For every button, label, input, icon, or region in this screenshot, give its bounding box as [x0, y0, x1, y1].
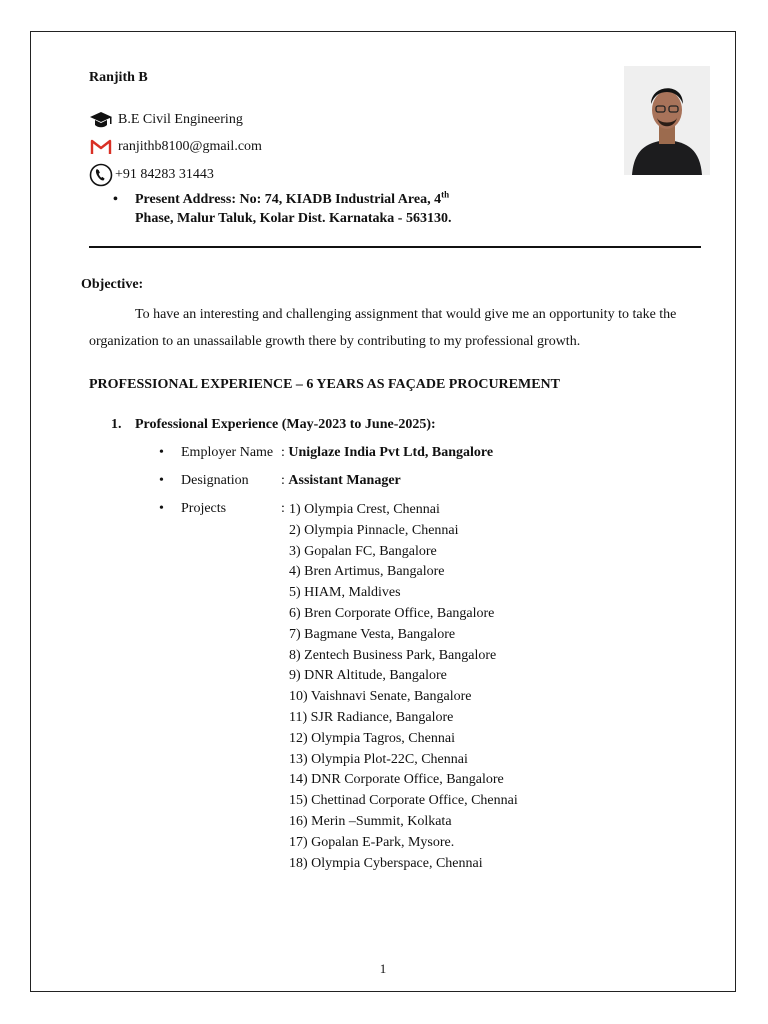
address-line1: No: 74, KIADB Industrial Area, 4	[239, 192, 442, 207]
projects-colon: :	[281, 501, 285, 516]
bullet: •	[159, 473, 164, 488]
profile-photo-image	[624, 66, 710, 175]
project-item: 4) Bren Artimus, Bangalore	[289, 564, 445, 580]
entry-number: 1.	[111, 417, 122, 432]
header-divider	[89, 246, 701, 248]
resume-page	[30, 31, 736, 992]
project-item: 12) Olympia Tagros, Chennai	[289, 730, 455, 746]
designation-label: Designation	[181, 473, 249, 488]
entry-title: Professional Experience (May-2023 to June-2025):	[135, 417, 436, 432]
project-item: 14) DNR Corporate Office, Bangalore	[289, 772, 504, 788]
candidate-name: Ranjith B	[89, 70, 148, 85]
address-label: Present Address:	[135, 192, 236, 207]
project-item: 17) Gopalan E-Park, Mysore.	[289, 834, 455, 850]
designation-value-wrap: : Assistant Manager	[281, 473, 401, 488]
project-item: 15) Chettinad Corporate Office, Chennai	[289, 793, 518, 809]
project-item: 1) Olympia Crest, Chennai	[289, 502, 440, 517]
employer-value-wrap: : Uniglaze India Pvt Ltd, Bangalore	[281, 445, 494, 460]
qualification-text: B.E Civil Engineering	[118, 112, 243, 127]
projects-list	[289, 500, 518, 874]
employer-label: Employer Name	[181, 445, 274, 460]
project-item: 3) Gopalan FC, Bangalore	[289, 543, 437, 559]
email-text[interactable]: ranjithb8100@gmail.com	[118, 139, 262, 154]
projects-label: Projects	[181, 501, 227, 516]
profile-photo	[624, 66, 710, 175]
phone-icon	[89, 163, 113, 187]
project-item: 7) Bagmane Vesta, Bangalore	[289, 626, 456, 642]
project-item: 9) DNR Altitude, Bangalore	[289, 668, 447, 684]
project-item: 8) Zentech Business Park, Bangalore	[289, 647, 497, 663]
project-item: 11) SJR Radiance, Bangalore	[289, 709, 454, 725]
graduation-cap-icon	[89, 108, 113, 132]
experience-section-heading: PROFESSIONAL EXPERIENCE – 6 YEARS AS FAÇADE PROCUREMENT	[89, 377, 561, 392]
bullet: •	[159, 501, 164, 516]
bullet: •	[159, 445, 164, 460]
page-number: 1	[379, 961, 387, 976]
address-superscript: th	[441, 189, 450, 200]
project-item: 6) Bren Corporate Office, Bangalore	[289, 605, 495, 621]
project-item: 2) Olympia Pinnacle, Chennai	[289, 522, 459, 538]
employer-value: Uniglaze India Pvt Ltd, Bangalore	[288, 445, 494, 460]
project-item: 5) HIAM, Maldives	[289, 585, 401, 601]
project-item: 16) Merin –Summit, Kolkata	[289, 813, 452, 829]
bullet: •	[113, 192, 118, 207]
phone-row	[89, 163, 214, 187]
phone-text[interactable]: +91 84283 31443	[115, 167, 214, 182]
qualification-row	[89, 108, 243, 132]
objective-heading: Objective:	[81, 277, 144, 292]
gmail-icon	[89, 135, 113, 159]
email-row	[89, 135, 262, 159]
address-line2: Phase, Malur Taluk, Kolar Dist. Karnataka - 563130.	[135, 211, 452, 226]
designation-value: Assistant Manager	[288, 473, 401, 488]
project-item: 18) Olympia Cyberspace, Chennai	[289, 855, 483, 871]
objective-text: To have an interesting and challenging assignment that would give me an opportunity to take the organization to an unassailable growth there by contributing to my professional growth.	[89, 307, 677, 349]
project-item: 13) Olympia Plot-22C, Chennai	[289, 751, 468, 767]
project-item: 10) Vaishnavi Senate, Bangalore	[289, 689, 472, 705]
